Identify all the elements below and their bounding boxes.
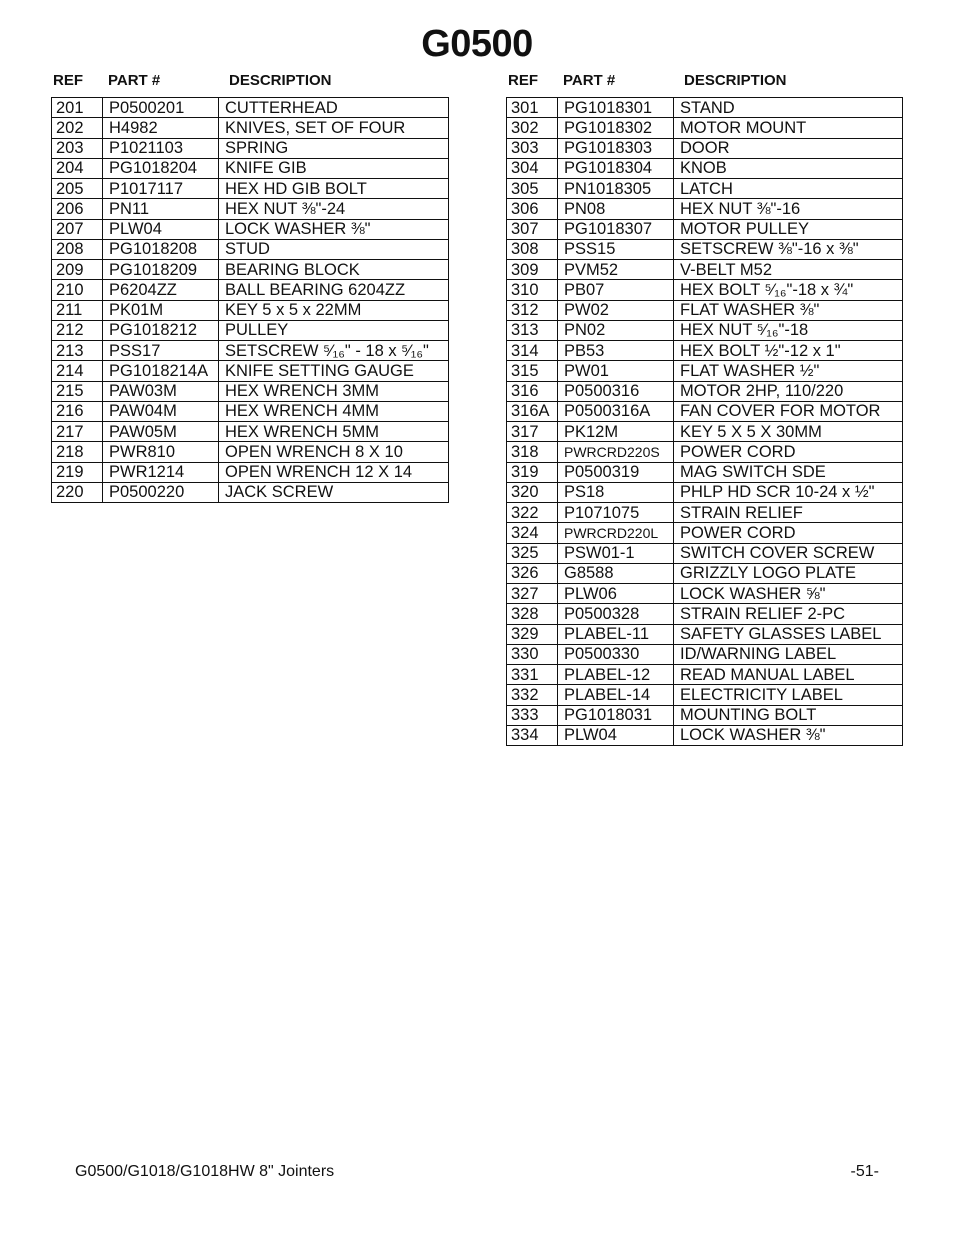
description-cell: V-BELT M52	[674, 260, 903, 280]
part-number-cell: PAW03M	[103, 381, 219, 401]
table-row	[507, 138, 903, 158]
ref-cell: 201	[52, 98, 103, 118]
description-cell: STRAIN RELIEF 2-PC	[674, 604, 903, 624]
table-row	[52, 239, 449, 259]
part-number-cell: PWRCRD220S	[558, 442, 674, 462]
part-number-cell: PS18	[558, 482, 674, 502]
part-number-cell: P0500316	[558, 381, 674, 401]
header-description: DESCRIPTION	[229, 72, 332, 89]
ref-cell: 324	[507, 523, 558, 543]
ref-cell: 319	[507, 462, 558, 482]
table-row	[507, 118, 903, 138]
part-number-cell: PG1018302	[558, 118, 674, 138]
ref-cell: 310	[507, 280, 558, 300]
part-number-cell: PK01M	[103, 300, 219, 320]
description-cell: HEX BOLT ½"-12 x 1"	[674, 341, 903, 361]
description-cell: PHLP HD SCR 10-24 x ½"	[674, 482, 903, 502]
part-number-cell: G8588	[558, 563, 674, 583]
table-row	[507, 624, 903, 644]
part-number-cell: P1021103	[103, 138, 219, 158]
description-cell: LATCH	[674, 179, 903, 199]
table-row	[52, 381, 449, 401]
description-cell: SWITCH COVER SCREW	[674, 543, 903, 563]
table-row	[52, 361, 449, 381]
part-number-cell: PSS17	[103, 341, 219, 361]
table-row	[507, 604, 903, 624]
description-cell: HEX NUT ⅜"-24	[219, 199, 449, 219]
description-cell: HEX NUT ⅜"-16	[674, 199, 903, 219]
ref-cell: 320	[507, 482, 558, 502]
ref-cell: 217	[52, 422, 103, 442]
part-number-cell: PSW01-1	[558, 543, 674, 563]
ref-cell: 305	[507, 179, 558, 199]
table-row	[507, 543, 903, 563]
table-row	[52, 118, 449, 138]
ref-cell: 334	[507, 725, 558, 745]
ref-cell: 306	[507, 199, 558, 219]
description-cell: MOTOR PULLEY	[674, 219, 903, 239]
ref-cell: 216	[52, 401, 103, 421]
description-cell: POWER CORD	[674, 523, 903, 543]
part-number-cell: P6204ZZ	[103, 280, 219, 300]
description-cell: KNIFE SETTING GAUGE	[219, 361, 449, 381]
part-number-cell: P0500201	[103, 98, 219, 118]
ref-cell: 304	[507, 158, 558, 178]
description-cell: HEX WRENCH 5MM	[219, 422, 449, 442]
description-cell: LOCK WASHER ⅝"	[674, 584, 903, 604]
part-number-cell: PLW06	[558, 584, 674, 604]
part-number-cell: PW01	[558, 361, 674, 381]
table-row	[507, 665, 903, 685]
table-row	[52, 98, 449, 118]
table-row	[507, 361, 903, 381]
description-cell: HEX WRENCH 3MM	[219, 381, 449, 401]
table-row	[507, 725, 903, 745]
part-number-cell: PG1018204	[103, 158, 219, 178]
table-row	[507, 239, 903, 259]
ref-cell: 318	[507, 442, 558, 462]
description-cell: KNIFE GIB	[219, 158, 449, 178]
parts-list-left	[51, 70, 449, 503]
description-cell: SAFETY GLASSES LABEL	[674, 624, 903, 644]
ref-cell: 207	[52, 219, 103, 239]
description-cell: FLAT WASHER ⅜"	[674, 300, 903, 320]
description-cell: JACK SCREW	[219, 482, 449, 502]
ref-cell: 209	[52, 260, 103, 280]
part-number-cell: PB53	[558, 341, 674, 361]
table-row	[507, 422, 903, 442]
part-number-cell: PLW04	[558, 725, 674, 745]
table-row	[507, 563, 903, 583]
description-cell: STUD	[219, 239, 449, 259]
description-cell: MOTOR 2HP, 110/220	[674, 381, 903, 401]
table-row	[52, 280, 449, 300]
table-row	[507, 584, 903, 604]
part-number-cell: PG1018031	[558, 705, 674, 725]
ref-cell: 330	[507, 644, 558, 664]
ref-cell: 312	[507, 300, 558, 320]
header-description: DESCRIPTION	[684, 72, 787, 89]
part-number-cell: PG1018212	[103, 320, 219, 340]
ref-cell: 301	[507, 98, 558, 118]
ref-cell: 218	[52, 442, 103, 462]
description-cell: FAN COVER FOR MOTOR	[674, 401, 903, 421]
table-row	[52, 179, 449, 199]
part-number-cell: P0500316A	[558, 401, 674, 421]
ref-cell: 333	[507, 705, 558, 725]
table-row	[507, 482, 903, 502]
part-number-cell: PLABEL-14	[558, 685, 674, 705]
part-number-cell: P1071075	[558, 503, 674, 523]
table-row	[52, 401, 449, 421]
description-cell: KNOB	[674, 158, 903, 178]
ref-cell: 309	[507, 260, 558, 280]
table-row	[52, 482, 449, 502]
description-cell: DOOR	[674, 138, 903, 158]
part-number-cell: P1017117	[103, 179, 219, 199]
description-cell: SETSCREW ⁵⁄₁₆" - 18 x ⁵⁄₁₆"	[219, 341, 449, 361]
part-number-cell: PVM52	[558, 260, 674, 280]
table-header-right	[506, 70, 903, 97]
part-number-cell: PAW04M	[103, 401, 219, 421]
description-cell: HEX BOLT ⁵⁄₁₆"-18 x ¾"	[674, 280, 903, 300]
ref-cell: 332	[507, 685, 558, 705]
ref-cell: 316A	[507, 401, 558, 421]
table-row	[507, 280, 903, 300]
table-row	[507, 260, 903, 280]
description-cell: ELECTRICITY LABEL	[674, 685, 903, 705]
table-row	[507, 320, 903, 340]
part-number-cell: PWRCRD220L	[558, 523, 674, 543]
ref-cell: 208	[52, 239, 103, 259]
part-number-cell: PN11	[103, 199, 219, 219]
table-row	[507, 503, 903, 523]
description-cell: HEX HD GIB BOLT	[219, 179, 449, 199]
description-cell: CUTTERHEAD	[219, 98, 449, 118]
description-cell: OPEN WRENCH 8 X 10	[219, 442, 449, 462]
footer-page-number: -51-	[850, 1163, 879, 1180]
description-cell: MOTOR MOUNT	[674, 118, 903, 138]
part-number-cell: PLABEL-11	[558, 624, 674, 644]
part-number-cell: PN08	[558, 199, 674, 219]
part-number-cell: PWR1214	[103, 462, 219, 482]
table-row	[52, 300, 449, 320]
header-part: PART #	[563, 72, 616, 89]
table-row	[507, 219, 903, 239]
description-cell: MAG SWITCH SDE	[674, 462, 903, 482]
part-number-cell: PG1018208	[103, 239, 219, 259]
part-number-cell: PSS15	[558, 239, 674, 259]
ref-cell: 214	[52, 361, 103, 381]
ref-cell: 326	[507, 563, 558, 583]
description-cell: LOCK WASHER ⅜"	[219, 219, 449, 239]
ref-cell: 307	[507, 219, 558, 239]
part-number-cell: PG1018307	[558, 219, 674, 239]
table-row	[52, 260, 449, 280]
table-row	[52, 219, 449, 239]
description-cell: OPEN WRENCH 12 X 14	[219, 462, 449, 482]
description-cell: HEX WRENCH 4MM	[219, 401, 449, 421]
table-row	[507, 341, 903, 361]
ref-cell: 308	[507, 239, 558, 259]
description-cell: HEX NUT ⁵⁄₁₆"-18	[674, 320, 903, 340]
table-row	[507, 381, 903, 401]
description-cell: ID/WARNING LABEL	[674, 644, 903, 664]
ref-cell: 210	[52, 280, 103, 300]
ref-cell: 302	[507, 118, 558, 138]
part-number-cell: PWR810	[103, 442, 219, 462]
ref-cell: 329	[507, 624, 558, 644]
table-row	[507, 158, 903, 178]
description-cell: PULLEY	[219, 320, 449, 340]
description-cell: KNIVES, SET OF FOUR	[219, 118, 449, 138]
table-row	[52, 422, 449, 442]
table-row	[52, 462, 449, 482]
description-cell: KEY 5 X 5 X 30MM	[674, 422, 903, 442]
ref-cell: 315	[507, 361, 558, 381]
ref-cell: 213	[52, 341, 103, 361]
header-part: PART #	[108, 72, 161, 89]
description-cell: BALL BEARING 6204ZZ	[219, 280, 449, 300]
part-number-cell: PG1018214A	[103, 361, 219, 381]
ref-cell: 212	[52, 320, 103, 340]
ref-cell: 314	[507, 341, 558, 361]
description-cell: STRAIN RELIEF	[674, 503, 903, 523]
part-number-cell: PG1018301	[558, 98, 674, 118]
part-number-cell: PN1018305	[558, 179, 674, 199]
ref-cell: 303	[507, 138, 558, 158]
description-cell: READ MANUAL LABEL	[674, 665, 903, 685]
table-row	[507, 401, 903, 421]
part-number-cell: P0500328	[558, 604, 674, 624]
table-row	[507, 300, 903, 320]
part-number-cell: PAW05M	[103, 422, 219, 442]
table-row	[52, 442, 449, 462]
table-row	[507, 462, 903, 482]
table-row	[507, 523, 903, 543]
part-number-cell: P0500220	[103, 482, 219, 502]
part-number-cell: PN02	[558, 320, 674, 340]
part-number-cell: PG1018209	[103, 260, 219, 280]
ref-cell: 328	[507, 604, 558, 624]
description-cell: LOCK WASHER ⅜"	[674, 725, 903, 745]
ref-cell: 206	[52, 199, 103, 219]
parts-list-right	[506, 70, 903, 746]
part-number-cell: PB07	[558, 280, 674, 300]
header-ref: REF	[508, 72, 538, 89]
page-title: G0500	[421, 23, 533, 65]
ref-cell: 203	[52, 138, 103, 158]
part-number-cell: PK12M	[558, 422, 674, 442]
description-cell: BEARING BLOCK	[219, 260, 449, 280]
part-number-cell: PLABEL-12	[558, 665, 674, 685]
description-cell: GRIZZLY LOGO PLATE	[674, 563, 903, 583]
table-row	[507, 199, 903, 219]
ref-cell: 219	[52, 462, 103, 482]
part-number-cell: PG1018304	[558, 158, 674, 178]
part-number-cell: P0500330	[558, 644, 674, 664]
table-row	[507, 442, 903, 462]
table-row	[507, 179, 903, 199]
table-row	[507, 644, 903, 664]
description-cell: SPRING	[219, 138, 449, 158]
ref-cell: 322	[507, 503, 558, 523]
part-number-cell: P0500319	[558, 462, 674, 482]
description-cell: MOUNTING BOLT	[674, 705, 903, 725]
description-cell: SETSCREW ⅜"-16 x ⅜"	[674, 239, 903, 259]
description-cell: POWER CORD	[674, 442, 903, 462]
ref-cell: 220	[52, 482, 103, 502]
footer-manual-title: G0500/G1018/G1018HW 8" Jointers	[75, 1163, 335, 1180]
table-row	[507, 685, 903, 705]
table-row	[52, 138, 449, 158]
parts-table-right	[506, 97, 903, 746]
ref-cell: 211	[52, 300, 103, 320]
header-ref: REF	[53, 72, 83, 89]
table-row	[507, 705, 903, 725]
ref-cell: 317	[507, 422, 558, 442]
part-number-cell: PG1018303	[558, 138, 674, 158]
ref-cell: 327	[507, 584, 558, 604]
part-number-cell: PLW04	[103, 219, 219, 239]
table-row	[52, 199, 449, 219]
description-cell: KEY 5 x 5 x 22MM	[219, 300, 449, 320]
description-cell: FLAT WASHER ½"	[674, 361, 903, 381]
table-row	[507, 98, 903, 118]
parts-table-left	[51, 97, 449, 503]
ref-cell: 204	[52, 158, 103, 178]
ref-cell: 215	[52, 381, 103, 401]
ref-cell: 313	[507, 320, 558, 340]
table-header-left	[51, 70, 449, 97]
ref-cell: 205	[52, 179, 103, 199]
table-row	[52, 158, 449, 178]
part-number-cell: PW02	[558, 300, 674, 320]
ref-cell: 202	[52, 118, 103, 138]
table-row	[52, 341, 449, 361]
ref-cell: 325	[507, 543, 558, 563]
part-number-cell: H4982	[103, 118, 219, 138]
description-cell: STAND	[674, 98, 903, 118]
ref-cell: 331	[507, 665, 558, 685]
table-row	[52, 320, 449, 340]
ref-cell: 316	[507, 381, 558, 401]
